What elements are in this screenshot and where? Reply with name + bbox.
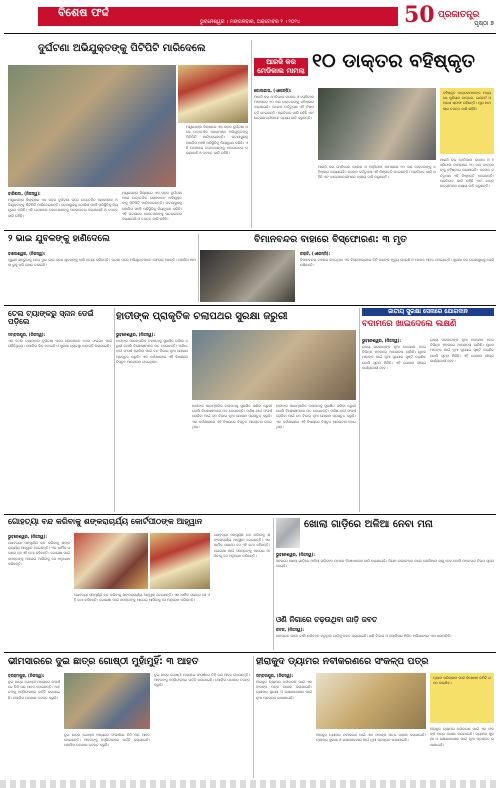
section-title: ବିଶେଷ ଫର୍ଦ୍ଦ <box>38 7 398 26</box>
story1-photo-inset <box>178 65 248 123</box>
story2-sidebar-text: ବହିଷ୍କୃତ ଡାକ୍ତରମାନଙ୍କ ମଧ୍ୟରେ ଜୁନିୟର ଡାକ୍ତର, ଇଣ୍ଟର୍ନ ଓ ହାଉସ ଷ୍ଟାଫ ରହିଛନ୍ତି। ପୂରା ମାମଲାର ତଦନ୍ତ ଜାରି ରହିଛି। <box>443 91 491 111</box>
story4-body: ବିମାନବନ୍ଦର ବାହାରେ ହୋଇଥିବା ଏକ ବିସ୍ଫୋରଣରେ ତିନି ଜଣଙ୍କ ମୃତ୍ୟୁ ହୋଇଛି ଓ ଅନେକ ଆହତ ହୋଇଛନ୍ତି। ସୁରକ୍ଷା ବଳ ଘଟଣାସ୍ଥଳକୁ ଘେରି ରଖିଛନ୍ତି। <box>300 258 494 268</box>
column-divider <box>273 518 274 650</box>
story1-body-col2: ମୟୂରଭଞ୍ଜ ଜିଲ୍ଲାରେ ଏକ ସଡ଼କ ଦୁର୍ଘଟଣା ପରେ ଉତ୍ତେଜିତ ଲୋକମାନେ ଅଭିଯୁକ୍ତଙ୍କୁ ପିଟିପିଟି ମାରିଦେଇଛନ୍ତି। ଘଟଣାସ୍ଥଳକୁ ପୋଲିସ ପହଞ୍ଚି ପରିସ୍ଥିତିକୁ ନିୟନ୍ତ୍ରଣ କରିଛି। ଏହି ଘଟଣାରେ କେତେଜଣଙ୍କୁ ପଚରାଉଚରା କରାଯାଉଛି ଓ ତଦନ୍ତ ଜାରି ରହିଛି। <box>122 191 182 222</box>
logo-name: ପ୍ରଜାତନ୍ତ୍ର <box>438 10 480 20</box>
story12-sidebar-box <box>430 673 494 723</box>
story2-kicker <box>254 58 308 76</box>
column-divider <box>251 40 252 228</box>
print-registration-strip <box>0 780 500 788</box>
story2-signature: କୋଲକାତା, (ଏଜେନ୍ସି): <box>254 88 292 93</box>
story11-body-col2: ଦୁଇ ଛାତ୍ର ଗୋଷ୍ଠୀ ମଧ୍ୟରେ ସଂଘର୍ଷରେ ତିନି ଜଣ ଆହତ ହୋଇଛନ୍ତି। ଆହତଙ୍କୁ ହସ୍ପିଟାଲରେ ଭର୍ତ୍ତି କରାଯାଇଛି। ପୋଲିସ ଘଟଣାର ତଦନ୍ତ କରୁଛି। <box>64 733 150 748</box>
story1-body-col3: ମୟୂରଭଞ୍ଜ ଜିଲ୍ଲାରେ ଏକ ସଡ଼କ ଦୁର୍ଘଟଣା ପରେ ଉତ୍ତେଜିତ ଲୋକମାନେ ଅଭିଯୁକ୍ତଙ୍କୁ ପିଟିପିଟି ମାରିଦେଇଛନ୍ତି। ଘଟଣାସ୍ଥଳକୁ ପୋଲିସ ପହଞ୍ଚି ପରିସ୍ଥିତିକୁ ନିୟନ୍ତ୍ରଣ କରିଛି। ଏହି ଘଟଣାରେ କେତେଜଣଙ୍କୁ ପଚରାଉଚରା କରାଯାଉଛି ଓ ତଦନ୍ତ ଜାରି ରହିଛି। <box>186 125 248 156</box>
story6-photo <box>192 330 356 400</box>
story5-headline: ତେଲ ଟ୍ୟାଙ୍କରୁ ସ୍ନାନ ଡେଇଁ ପଡ଼ିଲେ <box>8 309 94 326</box>
story5-body: ଏକ ତେଲ ଟ୍ୟାଙ୍କର ଦୁର୍ଘଟଣା ପରେ ଲୋକମାନେ ତେଲ ସଂଗ୍ରହ ପାଇଁ ଦୌଡ଼ିଥିଲେ। ପୋଲିସ ଭିଡ଼ ହଟାଇଛି ଓ ସୁରକ୍ଷା ବ୍ୟବସ୍ଥା କଡ଼ାକଡ଼ି କରାଯାଇଛି। <box>8 339 112 349</box>
row-rule-1 <box>4 230 496 231</box>
masthead-rule <box>4 33 496 34</box>
story2-kicker-line1: ଆରଜି କର <box>266 58 296 66</box>
story8-headline: ଗୋହତ୍ୟା ବନ୍ଦ କରିବାକୁ ଶଙ୍କରାଚାର୍ଯ୍ୟ କୋର୍ଟପୀଠଙ୍କ ଆହ୍ୱାନ <box>8 517 203 526</box>
story9-body: ସହରରେ ଖୋଲା ଗାଡ଼ିରେ ଅଳିଆ ପରିବହନ ଉପରେ ନିଷେଧାଦେଶ ଜାରି କରାଯାଇଛି। ନିୟମ ଉଲ୍ଲଂଘନ କଲେ ଜୋରିମାନା ଲାଗୁ ହେବ ବୋଲି ମହାନଗର ନିଗମ ସୂଚନା ଦେଇଛି। <box>276 559 494 569</box>
story4-headline: ବିମାନବନ୍ଦର ବାହାରେ ବିସ୍ଫୋରଣ: ୩ ମୃତ <box>254 234 407 245</box>
row-rule-3 <box>4 514 496 515</box>
story7-body-col2: ରାଜ୍ୟ ସରକାରଙ୍କ ନୂଆ ପଦକ୍ଷେପ ନେଇ ବିଭିନ୍ନ ମହଲରେ ଆଲୋଚନା ଚାଲିଛି। ଯୁବକମାନଙ୍କ ପାଇଁ ନୂଆ ସୁଯୋଗ ସୃଷ୍ଟି କରାଯିବ ବୋଲି ସୂଚନା ମିଳିଛି। ଏହି ଯୋଜନା ଶୀଘ୍ର କାର୍ଯ୍ୟକାରୀ ହେବ। <box>430 338 494 363</box>
story2-kicker-line2: ମେଡିକାଲ ମାମଲା <box>257 67 305 75</box>
story8-photo-2 <box>150 533 210 589</box>
masthead-subline: ଭୁବନେଶ୍ୱର । ମଙ୍ଗଳବାର, ଅକ୍ଟୋବର ୨ । ୨୦୨୪ <box>200 19 301 25</box>
story2-body-col2: ଆରଜି କର ମେଡିକାଲ କଲେଜ ଓ ହସ୍ପିଟାଲ ମାମଲାରେ ୧୦ ଜଣ ଡାକ୍ତରଙ୍କୁ ବହିଷ୍କାର କରାଯାଇଛି। କଲେଜ କର୍ତ୍ତୃପକ୍ଷ ଏହି ନିଷ୍ପତ୍ତି ନେଇଛନ୍ତି। ପ୍ରତିବାଦ ଜାରି ରହିଛି ଏବଂ ଛାତ୍ରଛାତ୍ରୀମାନେ ନ୍ୟାୟ ଦାବି କରୁଛନ୍ତି। <box>318 165 436 180</box>
story7-signature: ଭୁବନେଶ୍ୱର, (ନିଜସ୍ୱ): <box>362 338 401 343</box>
story11-body: ଦୁଇ ଛାତ୍ର ଗୋଷ୍ଠୀ ମଧ୍ୟରେ ସଂଘର୍ଷରେ ତିନି ଜଣ ଆହତ ହୋଇଛନ୍ତି। ଆହତଙ୍କୁ ହସ୍ପିଟାଲରେ ଭର୍ତ୍ତି କରାଯାଇଛି। ପୋଲିସ ଘଟଣାର ତଦନ୍ତ କରୁଛି। <box>8 680 60 700</box>
story6-body-col3: ହାତୀଙ୍କ ପାରମ୍ପରିକ ଚଲାପଥକୁ ସୁରକ୍ଷିତ ରଖିବା ଜରୁରୀ ବୋଲି ବିଶେଷଜ୍ଞମାନେ ମତ ଦେଇଛନ୍ତି। ମଣିଷ-ହାତୀ ସଂଘର୍ଷ ରୋକିବା ପାଇଁ ବନ ବିଭାଗ ନୂଆ ଯୋଜନା ପ୍ରସ୍ତୁତ କରୁଛି। ଏକ କର୍ମଶାଳାରେ ଏହି ବିଷୟରେ ବିସ୍ତୃତ ଆଲୋଚନା ହୋଇଥିଲା। <box>276 404 356 429</box>
story7-body: ରାଜ୍ୟ ସରକାରଙ୍କ ନୂଆ ପଦକ୍ଷେପ ନେଇ ବିଭିନ୍ନ ମହଲରେ ଆଲୋଚନା ଚାଲିଛି। ଯୁବକମାନଙ୍କ ପାଇଁ ନୂଆ ସୁଯୋଗ ସୃଷ୍ଟି କରାଯିବ ବୋଲି ସୂଚନା ମିଳିଛି। ଏହି ଯୋଜନା ଶୀଘ୍ର କାର୍ଯ୍ୟକାରୀ ହେବ। <box>362 345 426 370</box>
story6-body-col2: ହାତୀଙ୍କ ପାରମ୍ପରିକ ଚଲାପଥକୁ ସୁରକ୍ଷିତ ରଖିବା ଜରୁରୀ ବୋଲି ବିଶେଷଜ୍ଞମାନେ ମତ ଦେଇଛନ୍ତି। ମଣିଷ-ହାତୀ ସଂଘର୍ଷ ରୋକିବା ପାଇଁ ବନ ବିଭାଗ ନୂଆ ଯୋଜନା ପ୍ରସ୍ତୁତ କରୁଛି। ଏକ କର୍ମଶାଳାରେ ଏହି ବିଷୟରେ ବିସ୍ତୃତ ଆଲୋଚନା ହୋଇଥିଲା। <box>192 404 272 429</box>
story9-garbage-icon <box>276 518 300 548</box>
story8-body-col3: ଗୋହତ୍ୟା ସମ୍ପୂର୍ଣ୍ଣ ବନ୍ଦ କରିବାକୁ ଶଙ୍କରାଚାର୍ଯ୍ୟ ଆହ୍ୱାନ ଦେଇଛନ୍ତି। ଏକ ଧାର୍ମିକ ସଭାରେ ସେ ଏହି କଥା କହିଛନ୍ତି। ଗୋରକ୍ଷା ପାଇଁ ସମସ୍ତଙ୍କୁ ଆଗେଇ ଆସିବାକୁ ସେ ଅନୁରୋଧ କରିଛନ୍ତି। <box>214 533 270 558</box>
masthead <box>0 0 500 32</box>
story11-signature: ବ୍ରହ୍ମପୁର, (ନିଜସ୍ୱ): <box>8 673 45 678</box>
story1-photo <box>8 65 176 187</box>
story6-signature: ଭୁବନେଶ୍ୱର, (ନିଜସ୍ୱ): <box>116 332 155 337</box>
column-divider <box>253 656 254 778</box>
story4-signature: କରାଚି, (ଏଜେନ୍ସି): <box>300 251 331 256</box>
story2-body: ଆରଜି କର ମେଡିକାଲ କଲେଜ ଓ ହସ୍ପିଟାଲ ମାମଲାରେ ୧୦ ଜଣ ଡାକ୍ତରଙ୍କୁ ବହିଷ୍କାର କରାଯାଇଛି। କଲେଜ କର୍ତ୍ତୃପକ୍ଷ ଏହି ନିଷ୍ପତ୍ତି ନେଇଛନ୍ତି। ପ୍ରତିବାଦ ଜାରି ରହିଛି ଏବଂ ଛାତ୍ରଛାତ୍ରୀମାନେ ନ୍ୟାୟ ଦାବି କରୁଛନ୍ତି। <box>254 95 314 120</box>
story9-headline: ଖୋଲା ଗାଡ଼ିରେ ଅଳିଆ ନେବା ମନା <box>304 519 433 530</box>
story11-headline: ଭୀମସାରରେ ଦୁଇ ଛାତ୍ର ଗୋଷ୍ଠୀ ମୁହାଁମୁହିଁ: ୩ ଆହତ <box>8 656 199 667</box>
story2-headline: ୧୦ ଡାକ୍ତର ବହିଷ୍କୃତ <box>312 50 475 72</box>
story7-kicker: ଜାତୀୟ ସୁରକ୍ଷା ସେନାରେ ଯୋଗଦାନ <box>362 308 494 316</box>
story12-body-col3: ହୀରାକୁଦ ଡ୍ୟାମର ନବୀକରଣ ପାଇଁ ଏକ ସଂକଳ୍ପ ପତ୍ର ଦାଖଲ କରାଯାଇଛି। ଡ୍ୟାମର ସୁରକ୍ଷା ଓ ରକ୍ଷଣାବେକ୍ଷଣ ପାଇଁ ନୂଆ ପ୍ରସ୍ତାବ ରଖାଯାଇଛି। <box>430 727 494 747</box>
story8-body: ଗୋହତ୍ୟା ସମ୍ପୂର୍ଣ୍ଣ ବନ୍ଦ କରିବାକୁ ଶଙ୍କରାଚାର୍ଯ୍ୟ ଆହ୍ୱାନ ଦେଇଛନ୍ତି। ଏକ ଧାର୍ମିକ ସଭାରେ ସେ ଏହି କଥା କହିଛନ୍ତି। ଗୋରକ୍ଷା ପାଇଁ ସମସ୍ତଙ୍କୁ ଆଗେଇ ଆସିବାକୁ ସେ ଅନୁରୋଧ କରିଛନ୍ତି। <box>8 541 70 566</box>
story12-headline: ହୀରାକୁଦ ଡ୍ୟାମର ନବୀକରଣରେ ସଂକଳ୍ପ ପତ୍ର <box>256 656 429 667</box>
story11-photo <box>64 673 150 729</box>
logo-number: 50 <box>404 2 435 28</box>
story2-body-col3: ଆରଜି କର ମେଡିକାଲ କଲେଜ ଓ ହସ୍ପିଟାଲ ମାମଲାରେ ୧୦ ଜଣ ଡାକ୍ତରଙ୍କୁ ବହିଷ୍କାର କରାଯାଇଛି। କଲେଜ କର୍ତ୍ତୃପକ୍ଷ ଏହି ନିଷ୍ପତ୍ତି ନେଇଛନ୍ତି। ପ୍ରତିବାଦ ଜାରି ରହିଛି ଏବଂ ଛାତ୍ରଛାତ୍ରୀମାନେ ନ୍ୟାୟ ଦାବି କରୁଛନ୍ତି। <box>440 158 494 189</box>
story11-body-col3: ଦୁଇ ଛାତ୍ର ଗୋଷ୍ଠୀ ମଧ୍ୟରେ ସଂଘର୍ଷରେ ତିନି ଜଣ ଆହତ ହୋଇଛନ୍ତି। ଆହତଙ୍କୁ ହସ୍ପିଟାଲରେ ଭର୍ତ୍ତି କରାଯାଇଛି। ପୋଲିସ ଘଟଣାର ତଦନ୍ତ କରୁଛି। <box>154 673 250 688</box>
story12-sidebar-text: ଡ୍ୟାମ ପରିଚାଳନା ପାଇଁ ବିଶେଷଜ୍ଞ କମିଟି ଗଠନ କରାଯିବ। <box>433 676 491 686</box>
story10-headline: ଓଣି ନିଗାରେ ଚଢ଼ଉଥିବା ଗାଡ଼ି ଜବତ <box>276 615 378 624</box>
story12-body-col2: ହୀରାକୁଦ ଡ୍ୟାମର ନବୀକରଣ ପାଇଁ ଏକ ସଂକଳ୍ପ ପତ୍ର ଦାଖଲ କରାଯାଇଛି। ଡ୍ୟାମର ସୁରକ୍ଷା ଓ ରକ୍ଷଣାବେକ୍ଷଣ ପାଇଁ ନୂଆ ପ୍ରସ୍ତାବ ରଖାଯାଇଛି। <box>316 733 426 743</box>
story7-headline: ବଦାମରେ ଖାଇଦେଲେ ଲକ୍ଷଣି <box>362 319 457 329</box>
story1-body: ମୟୂରଭଞ୍ଜ ଜିଲ୍ଲାରେ ଏକ ସଡ଼କ ଦୁର୍ଘଟଣା ପରେ ଉତ୍ତେଜିତ ଲୋକମାନେ ଅଭିଯୁକ୍ତଙ୍କୁ ପିଟିପିଟି ମାରିଦେଇଛନ୍ତି। ଘଟଣାସ୍ଥଳକୁ ପୋଲିସ ପହଞ୍ଚି ପରିସ୍ଥିତିକୁ ନିୟନ୍ତ୍ରଣ କରିଛି। ଏହି ଘଟଣାରେ କେତେଜଣଙ୍କୁ ପଚରାଉଚରା କରାଯାଉଛି ଓ ତଦନ୍ତ ଜାରି ରହିଛି। <box>8 198 118 218</box>
story1-headline: ଦୁର୍ଘଟଣା ଅଭିଯୁକ୍ତଙ୍କୁ ପିଟିପିଟି ମାରିଦେଲେ <box>38 43 206 54</box>
story8-photo-1 <box>74 533 148 589</box>
story6-headline: ହାତୀଙ୍କ ପ୍ରାକୃତିକ ଚଲାପଥର ସୁରକ୍ଷା ଜରୁରୀ <box>116 311 288 322</box>
story10-body: ବେଆଇନ ଭାବେ ବାଲି ପରିବହନ କରୁଥିବା ଗାଡ଼ିକୁ ଜବତ କରାଯାଇଛି। ଖଣି ବିଭାଗ ଓ ପୋଲିସର ମିଳିତ ଅଭିଯାନରେ ଏହା ଧରାପଡ଼ିଛି। <box>276 634 452 638</box>
story3-headline: ୨ ଭାଇ ଯୁବକଙ୍କୁ ହାଣିଦେଲେ <box>8 234 110 244</box>
page-number: ପୃଷ୍ଠା ୭ <box>474 20 494 27</box>
story8-body-col2: ଗୋହତ୍ୟା ସମ୍ପୂର୍ଣ୍ଣ ବନ୍ଦ କରିବାକୁ ଶଙ୍କରାଚାର୍ଯ୍ୟ ଆହ୍ୱାନ ଦେଇଛନ୍ତି। ଏକ ଧାର୍ମିକ ସଭାରେ ସେ ଏହି କଥା କହିଛନ୍ତି। ଗୋରକ୍ଷା ପାଇଁ ସମସ୍ତଙ୍କୁ ଆଗେଇ ଆସିବାକୁ ସେ ଅନୁରୋଧ କରିଛନ୍ତି। <box>74 593 210 603</box>
story9-signature: ଭୁବନେଶ୍ୱର, (ନିଜସ୍ୱ): <box>276 552 315 557</box>
column-divider <box>198 234 199 302</box>
story2-sidebar-box <box>440 88 494 154</box>
column-divider <box>114 308 115 512</box>
row-rule-4 <box>4 652 496 653</box>
story12-body: ହୀରାକୁଦ ଡ୍ୟାମର ନବୀକରଣ ପାଇଁ ଏକ ସଂକଳ୍ପ ପତ୍ର ଦାଖଲ କରାଯାଇଛି। ଡ୍ୟାମର ସୁରକ୍ଷା ଓ ରକ୍ଷଣାବେକ୍ଷଣ ପାଇଁ ନୂଆ ପ୍ରସ୍ତାବ ରଖାଯାଇଛି। <box>256 680 312 700</box>
story2-photo <box>318 88 436 160</box>
story12-signature: ସମ୍ବଲପୁର, (ନିଜସ୍ୱ): <box>256 673 294 678</box>
story4-photo <box>200 250 295 302</box>
row-rule-2 <box>4 305 496 306</box>
story3-body: ପୁରୁଣା ଶତ୍ରୁତାକୁ ନେଇ ଦୁଇ ଭାଇ ଜଣେ ଯୁବକଙ୍କୁ ହାଣି ହତ୍ୟା କରିଛନ୍ତି। ଘଟଣା ପରେ ଅଭିଯୁକ୍ତମାନେ ଫେରାର ଅଛନ୍ତି। ପୋଲିସ ମାମଲା ରୁଜୁ କରି ଖୋଜ ଚଳାଇଛି। <box>8 258 196 268</box>
story6-body: ହାତୀଙ୍କ ପାରମ୍ପରିକ ଚଲାପଥକୁ ସୁରକ୍ଷିତ ରଖିବା ଜରୁରୀ ବୋଲି ବିଶେଷଜ୍ଞମାନେ ମତ ଦେଇଛନ୍ତି। ମଣିଷ-ହାତୀ ସଂଘର୍ଷ ରୋକିବା ପାଇଁ ବନ ବିଭାଗ ନୂଆ ଯୋଜନା ପ୍ରସ୍ତୁତ କରୁଛି। ଏକ କର୍ମଶାଳାରେ ଏହି ବିଷୟରେ ବିସ୍ତୃତ ଆଲୋଚନା ହୋଇଥିଲା। <box>116 339 188 364</box>
story1-signature: ବାରିପଦା, (ନିଜସ୍ୱ): <box>8 191 41 196</box>
story5-signature: ସମ୍ବଲପୁର, (ନିଜସ୍ୱ): <box>8 332 46 337</box>
story3-signature: ବାଲେଶ୍ୱର, (ନିଜସ୍ୱ): <box>8 251 46 256</box>
story10-signature: କଟକ, (ନିଜସ୍ୱ): <box>276 627 304 632</box>
story8-signature: ଭୁବନେଶ୍ୱର, (ନିଜସ୍ୱ): <box>8 534 47 539</box>
column-divider <box>359 308 360 512</box>
story12-photo <box>316 673 426 729</box>
